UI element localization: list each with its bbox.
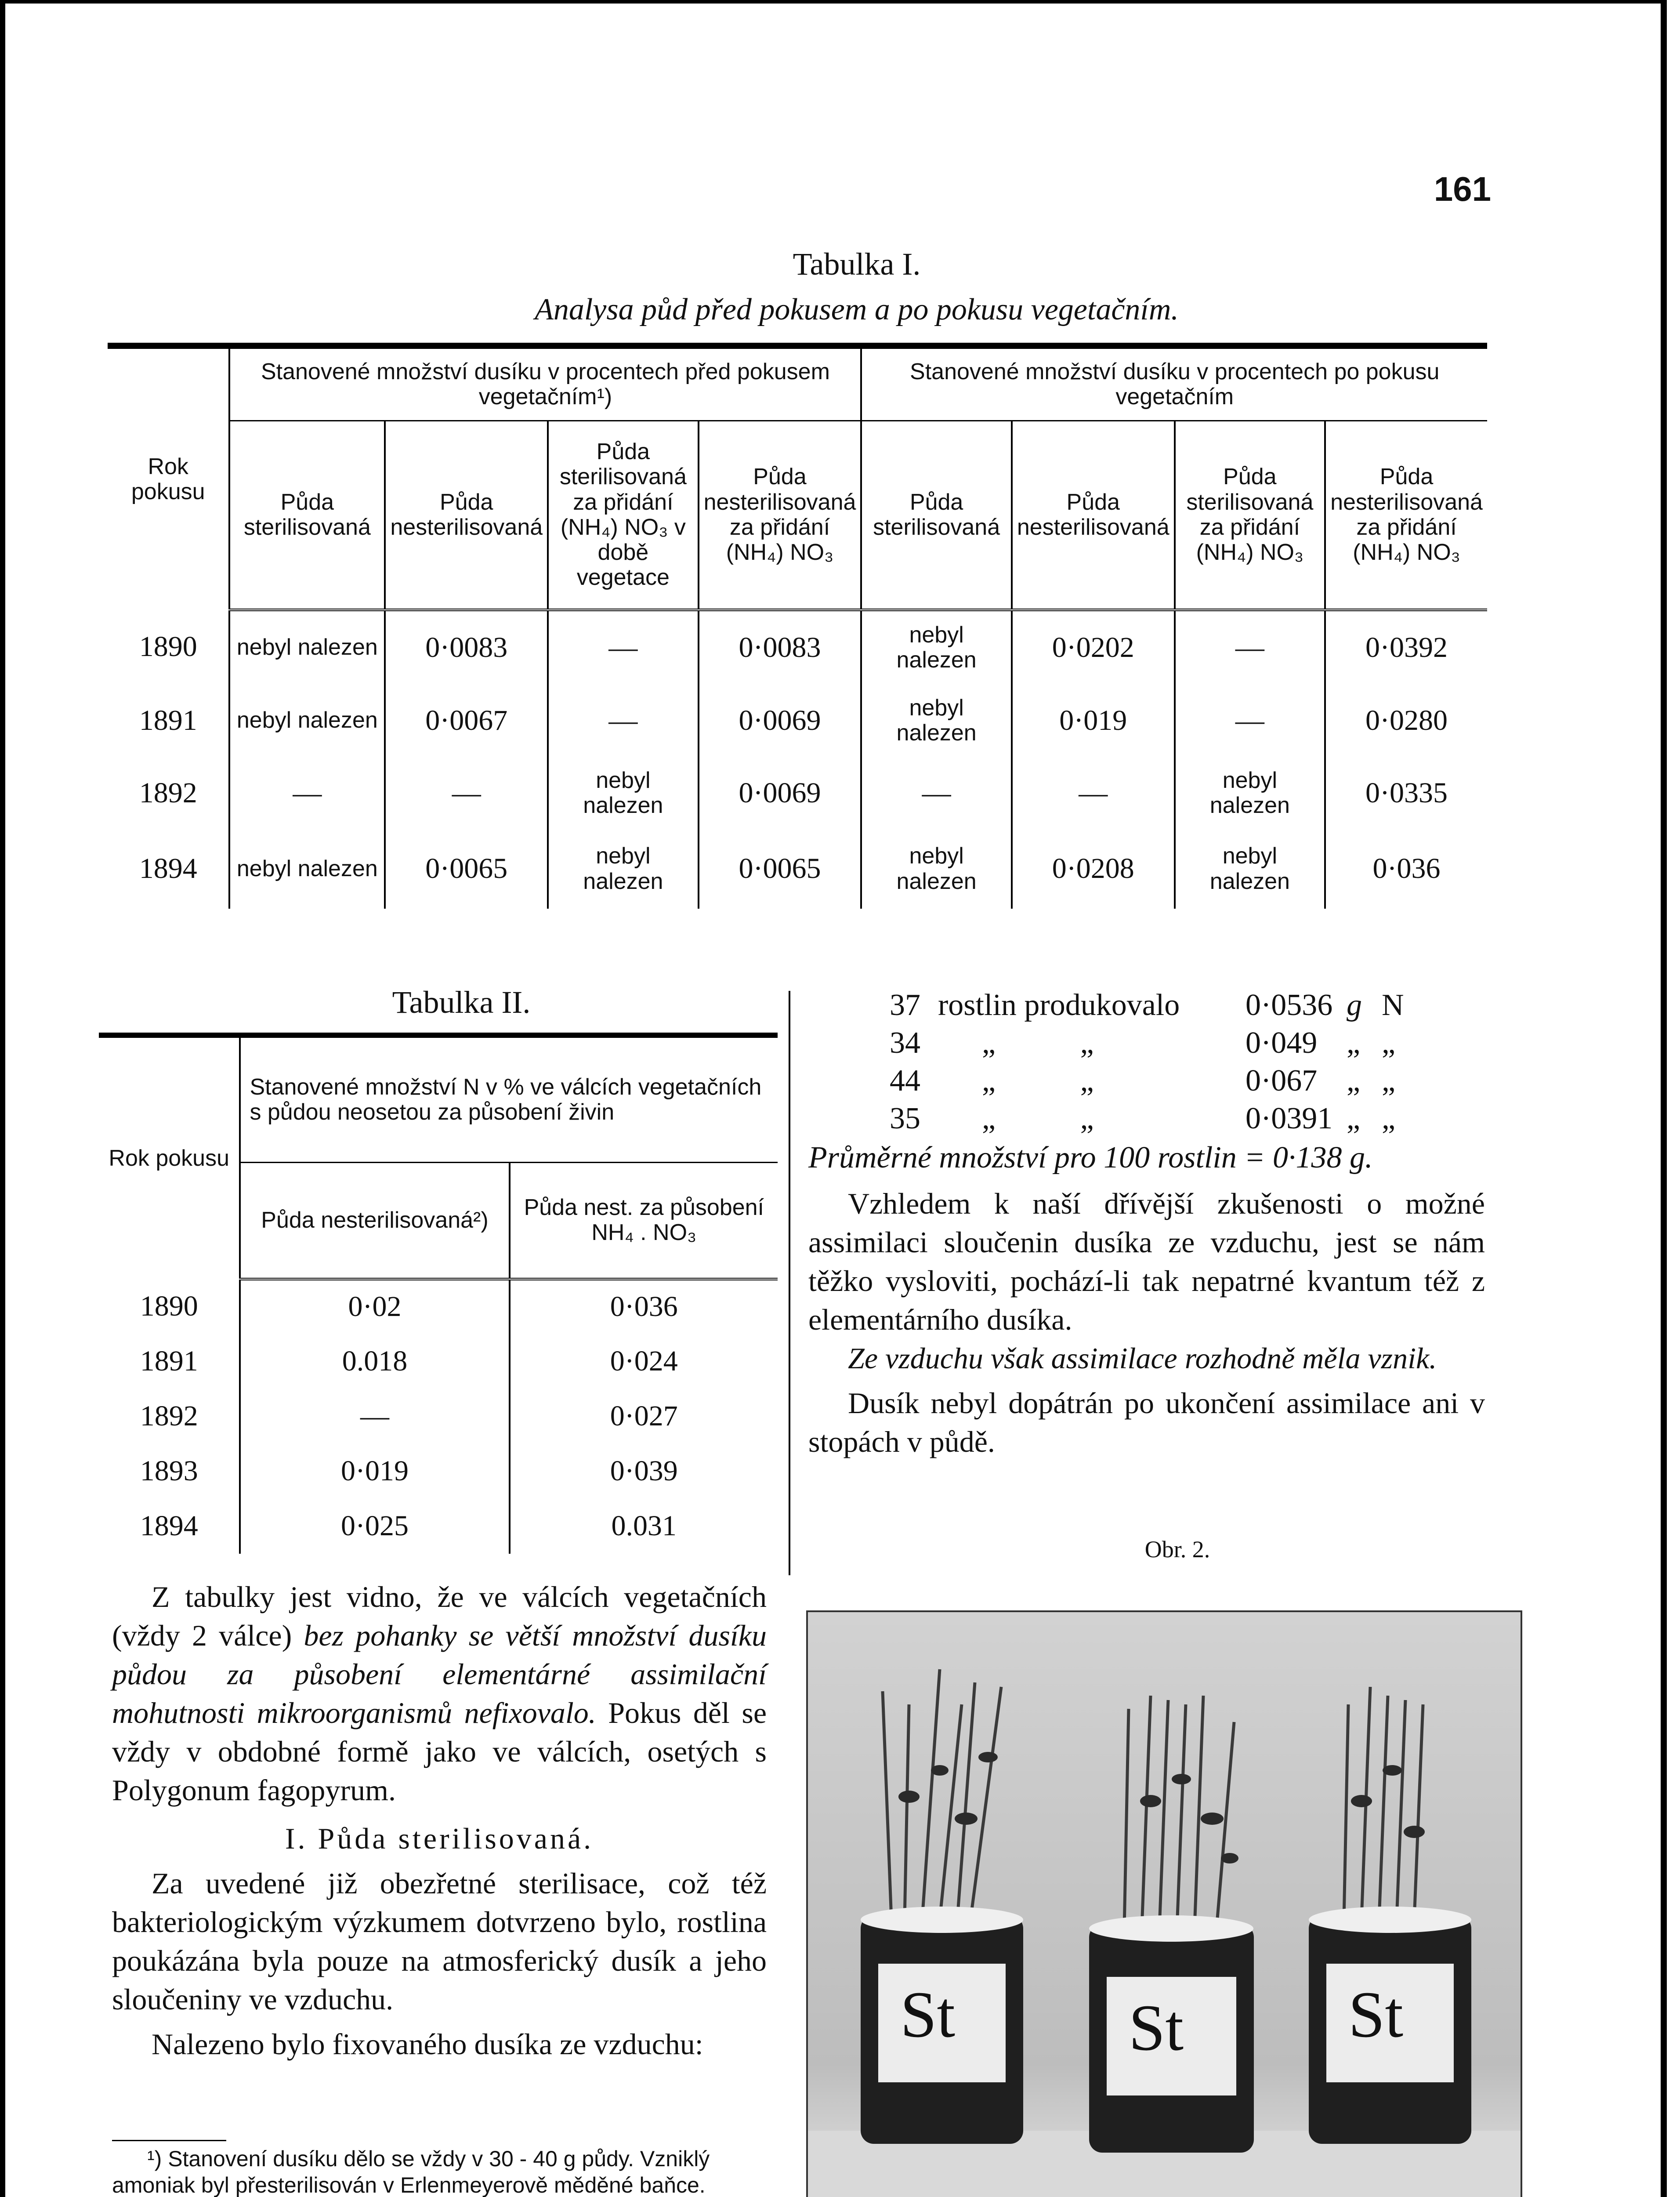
element: „ [1382, 1026, 1396, 1060]
table2-year: 1893 [140, 1454, 198, 1487]
table1-subheader: Půda sterilisovaná za přidání (NH₄) NO₃ [1175, 421, 1325, 610]
table1-subheader: Půda nesterilisovaná za přidání (NH₄) NO₃ [1325, 421, 1487, 610]
production-list [890, 986, 1505, 1138]
left-paragraph [112, 1577, 767, 1809]
table2-year: 1891 [140, 1345, 198, 1377]
text-run: Z tabulky jest vidno, že ve válcích vegetačních (vždy 2 válce) [112, 1580, 767, 1652]
table1-header-before: Stanovené množství dusíku v procentech před pokusem vegetačním¹) [229, 346, 861, 421]
table1-cell: 0·0280 [1325, 685, 1487, 757]
table1-cell: nebyl nalezen [1175, 757, 1325, 830]
table1-cell: nebyl nalezen [861, 610, 1011, 685]
right-paragraph: Dusík nebyl dopátrán po ukončení assimilace ani v stopách v půdě. [808, 1386, 1485, 1458]
table-row [108, 610, 1487, 685]
table1-cell: 0·036 [1325, 830, 1487, 909]
table1-header-after: Stanovené množství dusíku v procentech po pokusu vegetačním [861, 346, 1487, 421]
table2 [99, 1033, 778, 1554]
plant-count: 37 [890, 988, 920, 1022]
unit: „ [1347, 1064, 1361, 1098]
table1-cell: 0·0069 [699, 757, 862, 830]
table1-cell: 0·019 [1012, 685, 1175, 757]
table1-cell: 0·0208 [1012, 830, 1175, 909]
footnote-rule [112, 2140, 226, 2141]
table1-cell: — [229, 757, 385, 830]
table2-year: 1892 [140, 1399, 198, 1432]
table1-subheader: Půda nesterilisovaná za přidání (NH₄) NO₃ [699, 421, 862, 610]
table1-header-year: Rok pokusu [108, 346, 229, 610]
table2-cell: — [240, 1389, 509, 1444]
section-heading: I. Půda sterilisovaná. [285, 1822, 594, 1855]
table1-cell: 0·0083 [699, 610, 862, 685]
nitrogen-value: 0·049 [1246, 1026, 1318, 1060]
table-row [108, 830, 1487, 909]
nitrogen-value: 0·067 [1246, 1064, 1318, 1098]
table1-cell: — [1175, 610, 1325, 685]
figure-photo [806, 1610, 1522, 2197]
left-text-block [112, 1577, 767, 2063]
table1-cell: nebyl nalezen [229, 830, 385, 909]
table2-cell: 0·024 [510, 1334, 778, 1389]
table2-year: 1894 [140, 1509, 198, 1542]
production-text: rostlin produkovalo [938, 988, 1180, 1022]
table1-cell: 0·0065 [699, 830, 862, 909]
table-row [108, 685, 1487, 757]
table1-cell: nebyl nalezen [548, 830, 698, 909]
right-paragraph-italic: Ze vzduchu však assimilace rozhodně měla vznik. [848, 1341, 1437, 1375]
table2-year: 1890 [140, 1290, 198, 1322]
table2-cell: 0.031 [510, 1499, 778, 1554]
unit: „ [1347, 1026, 1361, 1060]
unit: g [1347, 988, 1362, 1022]
table2-cell: 0·02 [240, 1279, 509, 1334]
element: „ [1382, 1064, 1396, 1098]
production-text: „ „ [982, 1102, 1094, 1135]
table1-cell: nebyl nalezen [548, 757, 698, 830]
right-text-block [808, 1184, 1485, 1461]
table1-cell: — [861, 757, 1011, 830]
element: „ [1382, 1102, 1396, 1135]
table1-cell: 0·0335 [1325, 757, 1487, 830]
table1-cell: — [548, 610, 698, 685]
table2-cell: 0·019 [240, 1444, 509, 1499]
column-divider [789, 991, 790, 1575]
table1-cell: 0·0202 [1012, 610, 1175, 685]
nitrogen-value: 0·0536 [1246, 988, 1333, 1022]
table2-title: Tabulka II. [392, 985, 531, 1020]
production-row [890, 1062, 1505, 1100]
table1-cell: nebyl nalezen [229, 610, 385, 685]
text-run-italic: bez pohanky se větší množství dusíku půdou za působení elementárné assimilační mohutnosti mikroorganismů nefixovalo. [112, 1619, 767, 1729]
jar-label: St [900, 1978, 956, 2051]
jar-label: St [1348, 1978, 1404, 2051]
table1-cell: 0·0067 [385, 685, 548, 757]
table-row [99, 1334, 778, 1389]
table1-subheader: Půda sterilisovaná [861, 421, 1011, 610]
text-run: Pokus děl se vždy v obdobné formě jako ve válcích, osetých s Polygonum fagopyrum. [112, 1696, 767, 1807]
table2-header-group: Stanovené množství N v % ve válcích vegetačních s půdou neosetou za působení živin [240, 1035, 778, 1163]
table1-cell: nebyl nalezen [861, 830, 1011, 909]
table-row [99, 1499, 778, 1554]
figure-label: Obr. 2. [1144, 1536, 1210, 1563]
left-paragraph: Za uvedené již obezřetné sterilisace, což též bakteriologickým výzkumem dotvrzeno bylo, rostlina poukázána byla pouze na atmosferický dusík a jeho sloučeniny ve vzduchu. [112, 1867, 767, 2016]
production-row [890, 1100, 1505, 1138]
plant-count: 44 [890, 1064, 920, 1098]
table1-cell: 0·0392 [1325, 610, 1487, 685]
table1-cell: 0·0083 [385, 610, 548, 685]
table1-cell: nebyl nalezen [861, 685, 1011, 757]
table1-cell: nebyl nalezen [229, 685, 385, 757]
table1-year: 1891 [139, 704, 197, 736]
average-line: Průměrné množství pro 100 rostlin = 0·138 g. [808, 1141, 1373, 1175]
table1 [108, 343, 1487, 909]
table2-cell: 0.018 [240, 1334, 509, 1389]
element: N [1382, 988, 1404, 1022]
right-paragraph: Vzhledem k naší dřívější zkušenosti o možné assimilaci sloučenin dusíka ze vzduchu, jest se nám těžko vysloviti, pochází-li tak nepatrné kvantum též z elementárního dusíka. [808, 1187, 1485, 1336]
table1-cell: — [1012, 757, 1175, 830]
table1-cell: — [1175, 685, 1325, 757]
production-text: „ „ [982, 1026, 1094, 1060]
table2-header-year: Rok pokusu [99, 1035, 240, 1279]
table1-cell: 0·0065 [385, 830, 548, 909]
page-number: 161 [1434, 170, 1491, 208]
table-row [99, 1444, 778, 1499]
table1-year: 1890 [139, 631, 197, 663]
table2-subheader: Půda nest. za působení NH₄ . NO₃ [510, 1163, 778, 1279]
table1-subheader: Půda nesterilisovaná [385, 421, 548, 610]
production-row [890, 986, 1505, 1024]
production-text: „ „ [982, 1064, 1094, 1098]
nitrogen-value: 0·0391 [1246, 1102, 1333, 1135]
table1-subtitle: Analysa půd před pokusem a po pokusu vegetačním. [535, 293, 1179, 326]
table1-cell: 0·0069 [699, 685, 862, 757]
plant-count: 34 [890, 1026, 920, 1060]
table-row [99, 1389, 778, 1444]
table2-cell: 0·036 [510, 1279, 778, 1334]
footnotes [112, 2140, 767, 2197]
jar-label: St [1129, 1991, 1184, 2064]
table2-cell: 0·025 [240, 1499, 509, 1554]
table1-year: 1892 [139, 776, 197, 809]
table1-cell: nebyl nalezen [1175, 830, 1325, 909]
table1-subheader: Půda nesterilisovaná [1012, 421, 1175, 610]
production-row [890, 1024, 1505, 1062]
table2-subheader: Půda nesterilisovaná²) [240, 1163, 509, 1279]
table1-subheader: Půda sterilisovaná za přidání (NH₄) NO₃ v době vegetace [548, 421, 698, 610]
footnote-1: ¹) Stanovení dusíku dělo se vždy v 30 - 40 g půdy. Vzniklý amoniak byl přesterilisován v Erlenmeyerově měděné baňce. [112, 2146, 710, 2197]
table1-title: Tabulka I. [793, 247, 921, 282]
table1-subheader: Půda sterilisovaná [229, 421, 385, 610]
unit: „ [1347, 1102, 1361, 1135]
table-row [108, 757, 1487, 830]
table-row [99, 1279, 778, 1334]
plant-count: 35 [890, 1102, 920, 1135]
left-paragraph: Nalezeno bylo fixovaného dusíka ze vzduchu: [152, 2027, 703, 2061]
table1-cell: — [548, 685, 698, 757]
table1-year: 1894 [139, 852, 197, 885]
buckwheat-cultures-photo [808, 1612, 1521, 2197]
table2-cell: 0·027 [510, 1389, 778, 1444]
table2-cell: 0·039 [510, 1444, 778, 1499]
table1-cell: — [385, 757, 548, 830]
